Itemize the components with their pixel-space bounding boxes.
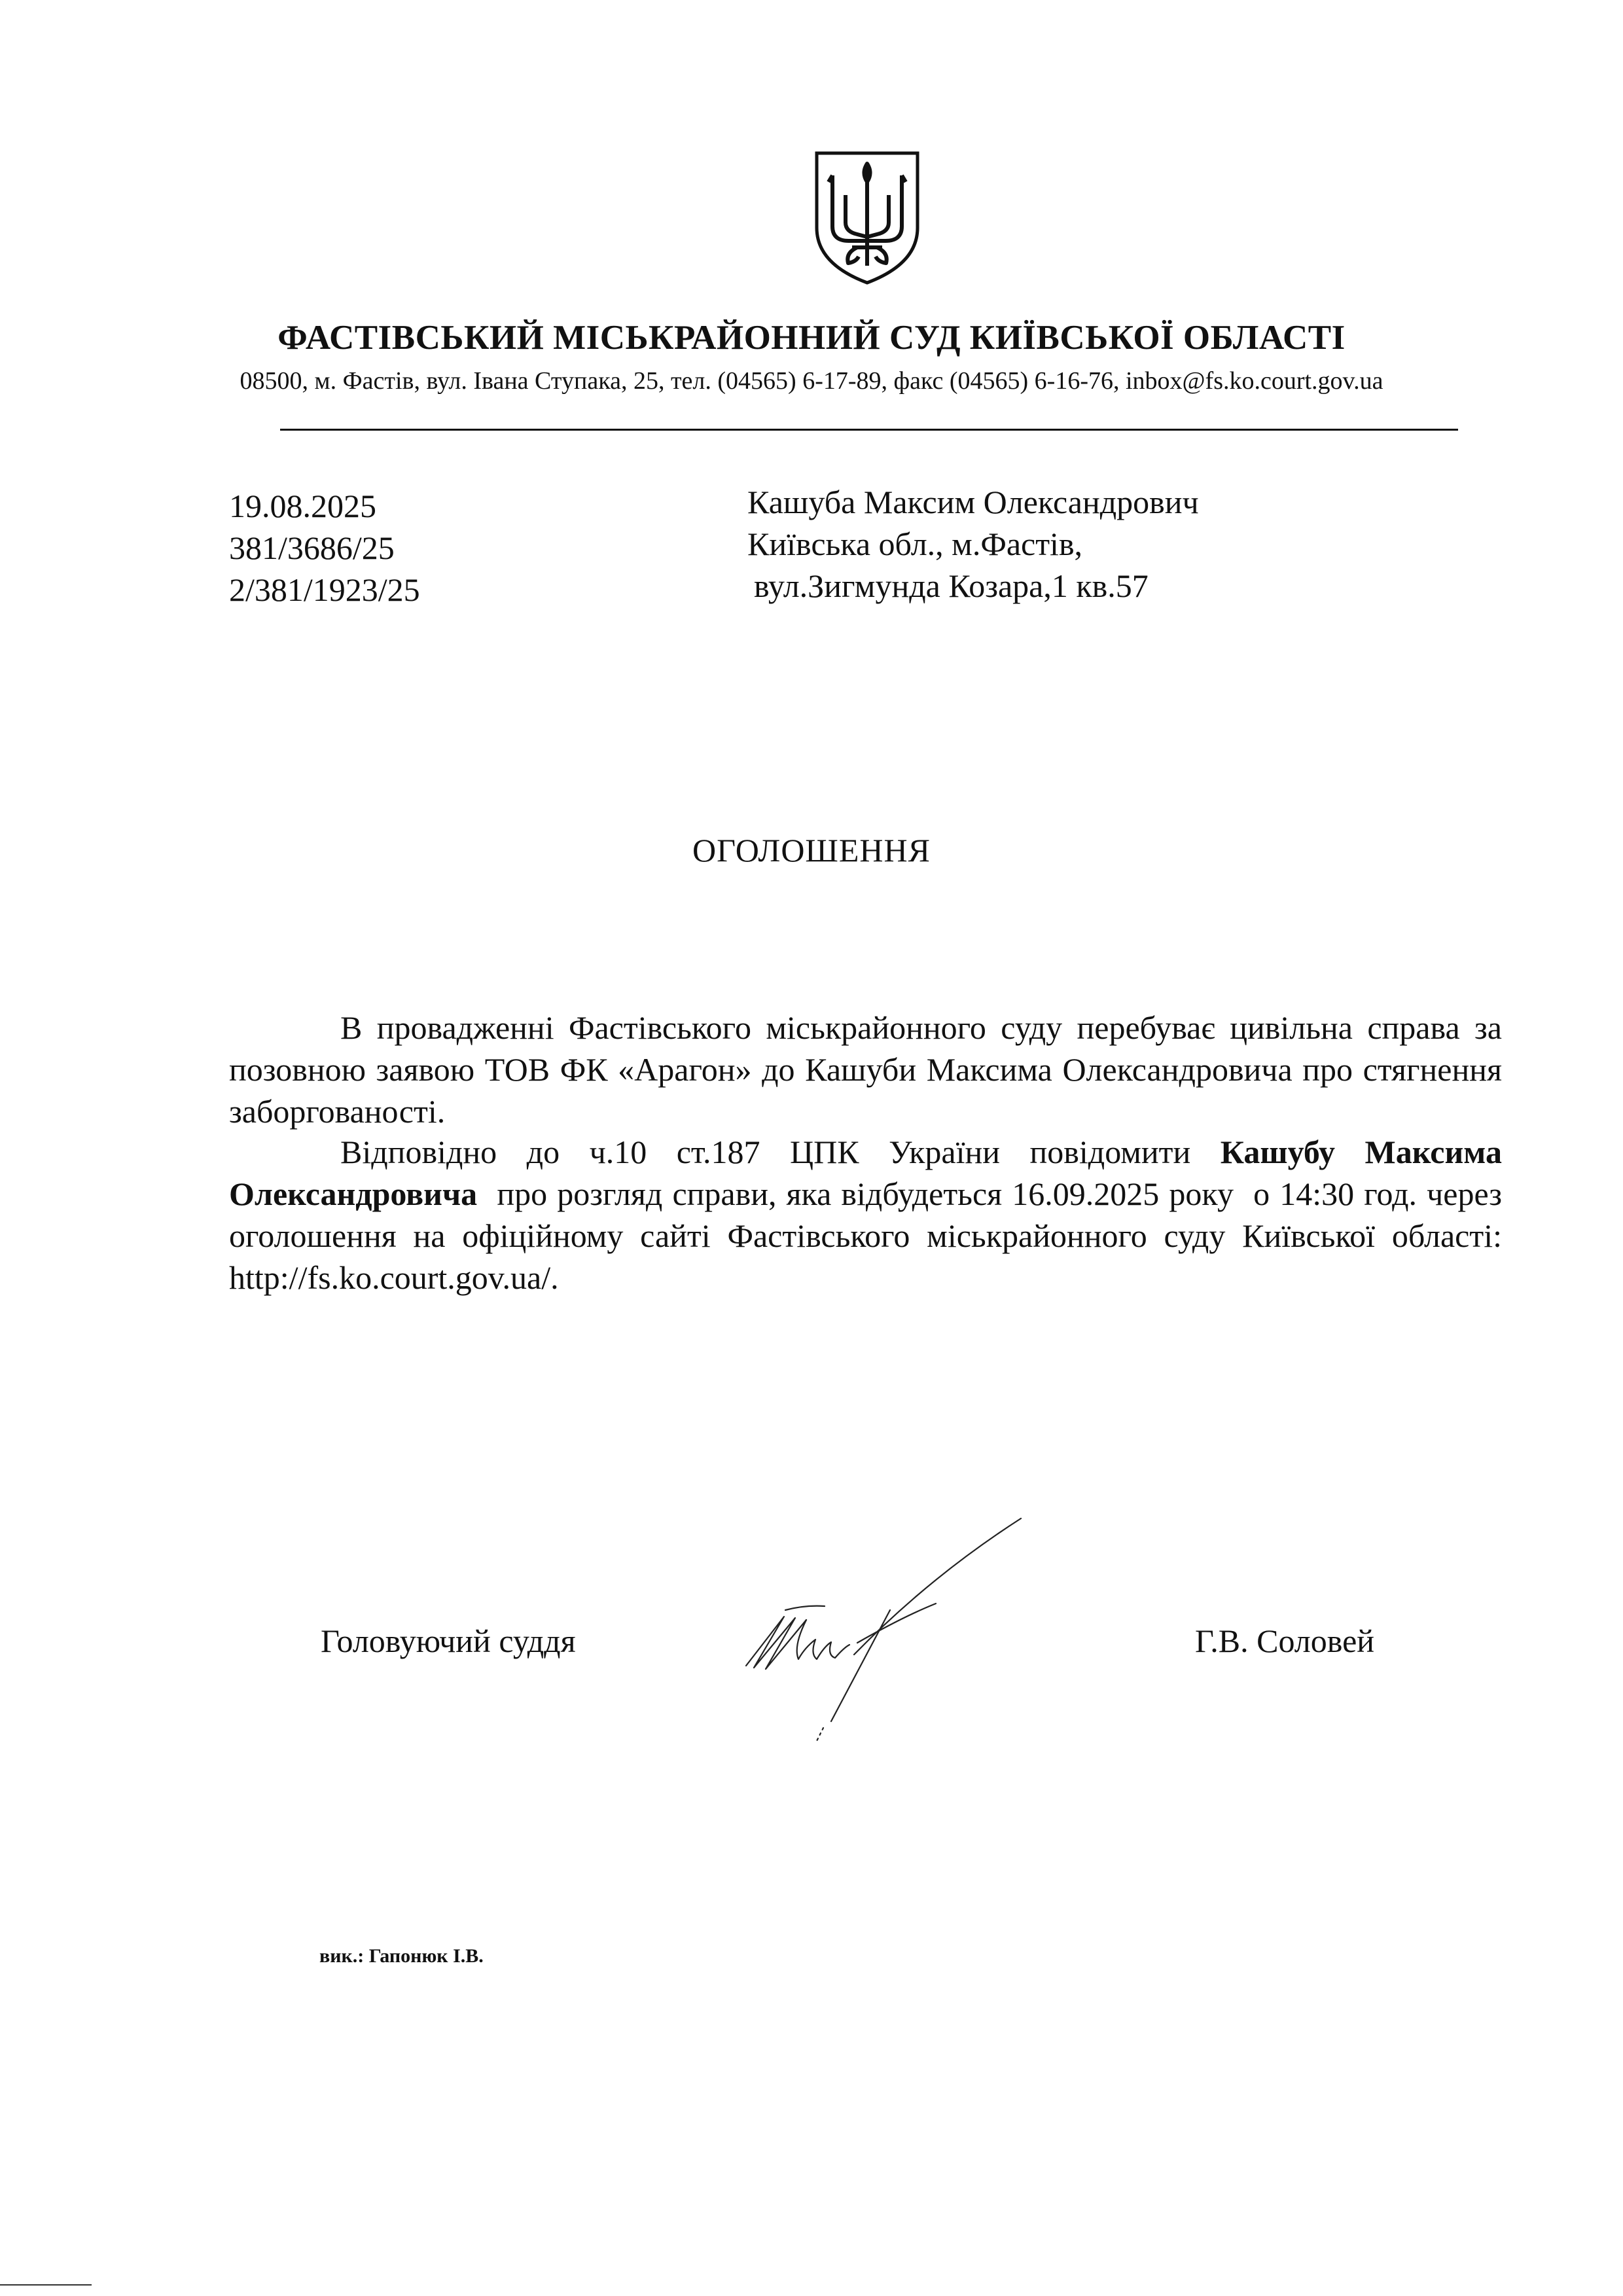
body-paragraph-1 <box>229 1007 1502 1132</box>
document-date: 19.08.2025 <box>229 488 376 524</box>
coat-of-arms-icon <box>812 149 923 287</box>
judge-role: Головуючий суддя <box>321 1623 576 1659</box>
paragraph-1-text: В провадженні Фастівського міськрайонного суду перебуває цивільна справа за позовною заявою ТОВ ФК «Арагон» до Кашуби Максима Олександровича про стягнення заборгованості. <box>229 1009 1502 1130</box>
judge-name: Г.В. Соловей <box>1195 1623 1375 1659</box>
addressee-name: Кашуба Максим Олександрович <box>747 484 1199 520</box>
case-number: 2/381/1923/25 <box>229 571 420 608</box>
court-name: ФАСТІВСЬКИЙ МІСЬКРАЙОННИЙ СУД КИЇВСЬКОЇ ОБЛАСТІ <box>277 319 1346 357</box>
defendant-name-bold: Кашубу Максима Олександровича <box>229 1134 1502 1212</box>
notice-title: ОГОЛОШЕННЯ <box>692 832 931 869</box>
addressee-street: вул.Зигмунда Козара,1 кв.57 <box>754 567 1149 604</box>
addressee-region: Київська обл., м.Фастів, <box>747 526 1083 562</box>
judge-signature <box>733 1505 1126 1767</box>
scan-artifact-line <box>0 2284 92 2286</box>
body-paragraph-2 <box>229 1131 1510 1299</box>
court-address: 08500, м. Фастів, вул. Івана Ступака, 25, тел. (04565) 6-17-89, факс (04565) 6-16-76, inbox@fs.ko.court.gov.ua <box>240 367 1383 395</box>
paragraph-2-end: про розгляд справи, яка відбудеться 16.09.2025 року о 14:30 год. через оголошення на офіційному сайті Фастівського міськрайонного суду Київської області: http://fs.ko.court.gov.ua/. <box>229 1175 1510 1296</box>
header-divider <box>280 429 1458 431</box>
executor-note: вик.: Гапонюк І.В. <box>319 1945 484 1967</box>
paragraph-2-start: Відповідно до ч.10 ст.187 ЦПК України повідомити <box>340 1134 1221 1170</box>
outgoing-number: 381/3686/25 <box>229 529 395 566</box>
